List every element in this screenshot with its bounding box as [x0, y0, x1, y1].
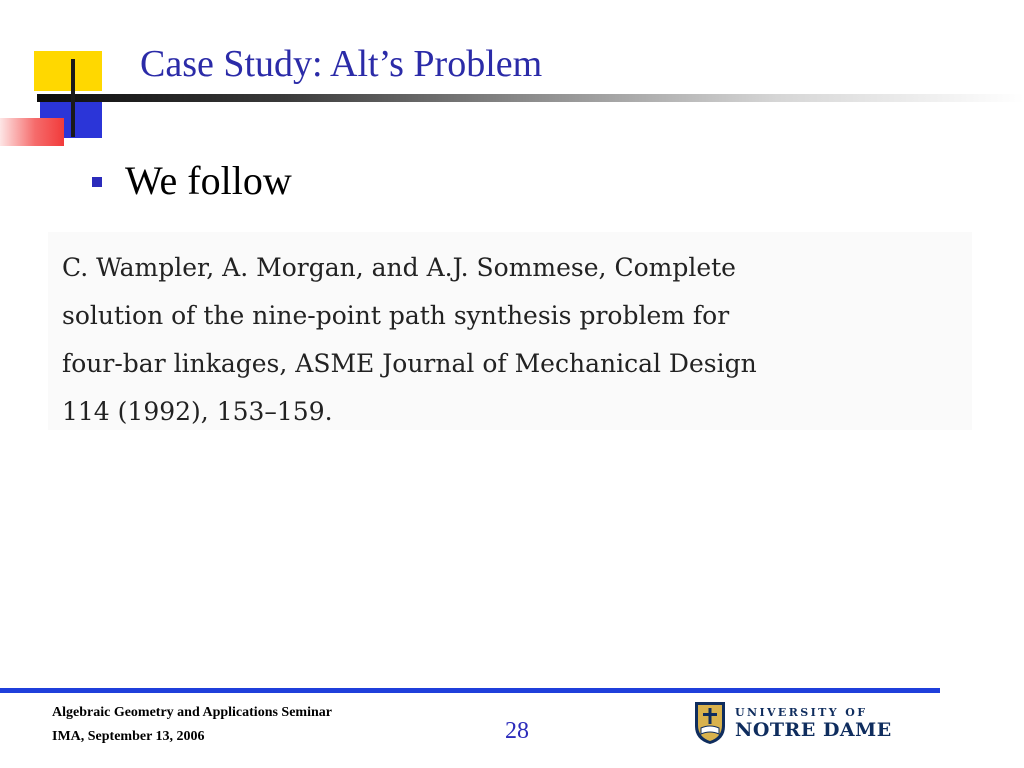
notre-dame-seal-icon — [693, 700, 727, 746]
university-logo — [693, 700, 892, 746]
slide-title: Case Study: Alt’s Problem — [140, 43, 543, 85]
page-number: 28 — [505, 718, 529, 744]
square-bullet-icon — [92, 177, 102, 187]
decor-vertical-line — [71, 59, 75, 137]
footer-venue-date: IMA, September 13, 2006 — [52, 729, 205, 744]
title-gradient-rule — [37, 94, 1024, 102]
bullet-item — [92, 157, 292, 204]
footer-rule — [0, 688, 940, 693]
bullet-text: We follow — [125, 158, 292, 203]
logo-line-university-of: UNIVERSITY OF — [735, 705, 868, 719]
decor-red-bar — [0, 118, 64, 146]
footer-seminar-name: Algebraic Geometry and Applications Seminar — [52, 705, 332, 720]
logo-wordmark — [735, 706, 892, 741]
citation-box — [48, 232, 972, 430]
decor-yellow-square — [34, 51, 102, 91]
citation-text: C. Wampler, A. Morgan, and A.J. Sommese, Complete solution of the nine-point path synthesis problem for four-bar linkages, ASME Journal of Mechanical Design 114 (1992), 153–159. — [62, 253, 757, 426]
logo-line-notre-dame: NOTRE DAME — [735, 718, 892, 741]
